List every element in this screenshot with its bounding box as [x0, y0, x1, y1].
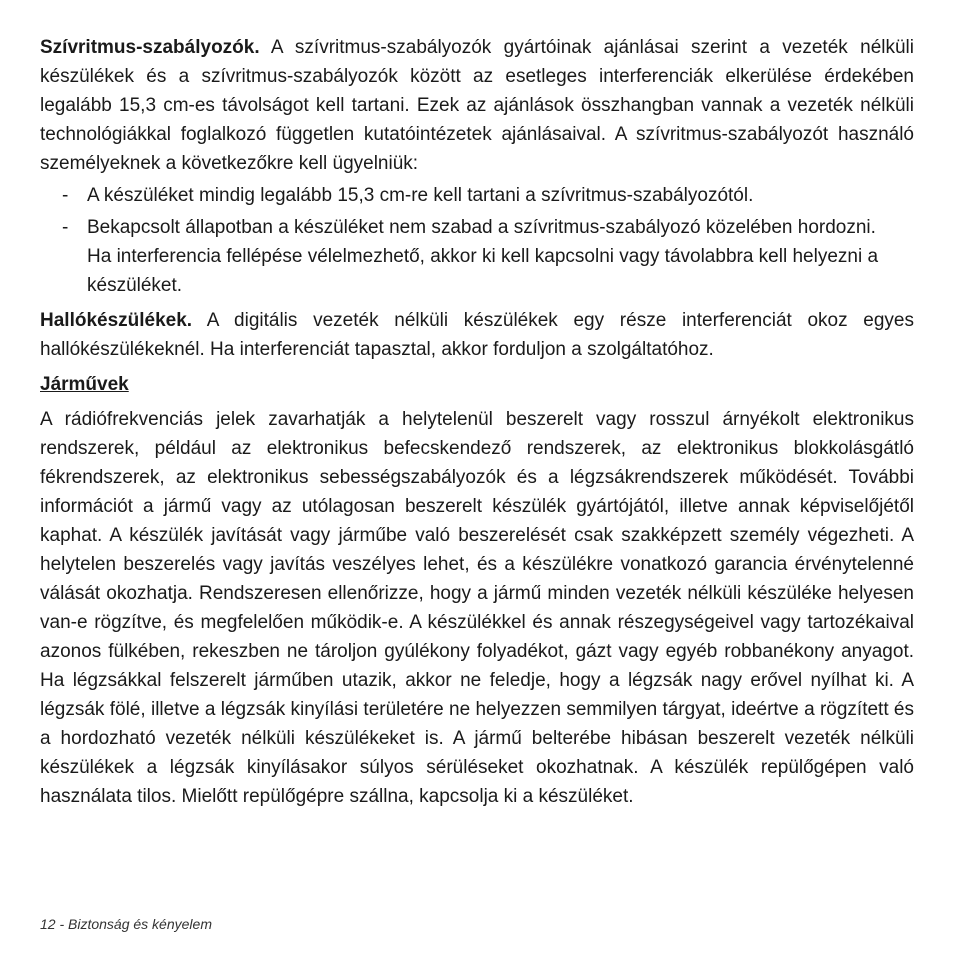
vehicles-paragraph: A rádiófrekvenciás jelek zavarhatják a helytelenül beszerelt vagy rosszul árnyékolt elektronikus rendszerek, például az elektronikus befecskendező rendszerek, az elektronikus blokkolásgátló fékrendszerek, az elektronikus sebességszabályozók és a légzsákrendszerek működését. További információt a jármű vagy az utólagosan beszerelt készülék gyártójától, illetve annak képviselőjétől kaphat. A készülék javítását vagy járműbe való beszerelését csak szakképzett személy végezheti. A helytelen beszerelés vagy javítás veszélyes lehet, és a készülékre vonatkozó garancia érvénytelenné válását okozhatja. Rendszeresen ellenőrizze, hogy a jármű minden vezeték nélküli készüléke helyesen van-e rögzítve, és megfelelően működik-e. A készülékkel és annak részegységeivel vagy tartozékaival azonos fülkében, rekeszben ne tároljon gyúlékony folyadékot, gázt vagy egyéb robbanékony anyagot. Ha légzsákkal felszerelt járműben utazik, akkor ne feledje, hogy a légzsák nagy erővel nyílhat ki. A légzsák fölé, illetve a légzsák kinyílási területére ne helyezzen semmilyen tárgyat, ideértve a rögzített és a hordozható vezeték nélküli készülékeket is. A jármű belterébe hibásan beszerelt vezeték nélküli készülékek a légzsák kinyílásakor súlyos sérüléseket okozhatnak. A készülék repülőgépen való használata tilos. Mielőtt repülőgépre szállna, kapcsolja ki a készüléket.: [40, 408, 914, 808]
document-page: [40, 33, 914, 811]
list-dash-marker: -: [62, 185, 69, 207]
pacemaker-guidelines-list: [40, 181, 914, 300]
list-dash-marker: -: [62, 217, 69, 239]
list-item-text: A készüléket mindig legalább 15,3 cm-re kell tartani a szívritmus-szabályozótól.: [87, 185, 754, 207]
vehicles-heading: Járművek: [40, 373, 129, 395]
list-item-text: Bekapcsolt állapotban a készüléket nem szabad a szívritmus-szabályozó közelében hordozni.: [87, 217, 876, 239]
list-item-subtext: Ha interferencia fellépése vélelmezhető, akkor ki kell kapcsolni vagy távolabbra kell helyezni a készüléket.: [87, 246, 879, 297]
page-footer: 12 - Biztonság és kényelem: [40, 916, 212, 932]
list-item: [40, 213, 914, 300]
pacemakers-lead: Szívritmus-szabályozók.: [40, 37, 260, 58]
hearing-aids-paragraph: [40, 306, 914, 364]
pacemakers-text: A szívritmus-szabályozók gyártóinak ajánlásai szerint a vezeték nélküli készülékek és a szívritmus-szabályozók között az esetleges interferenciák elkerülése érdekében legalább 15,3 cm-es távolságot kell tartani. Ezek az ajánlások összhangban vannak a vezeték nélküli technológiákkal foglalkozó független kutatóintézetek ajánlásaival. A szívritmus-szabályozót használó személyeknek a következőkre kell ügyelniük:: [40, 37, 914, 175]
hearing-aids-lead: Hallókészülékek.: [40, 310, 193, 332]
hearing-aids-text: A digitális vezeték nélküli készülékek egy része interferenciát okoz egyes hallókészülékeknél. Ha interferenciát tapasztal, akkor forduljon a szolgáltatóhoz.: [40, 310, 914, 361]
pacemakers-paragraph: [40, 33, 914, 178]
list-item: [40, 181, 914, 210]
